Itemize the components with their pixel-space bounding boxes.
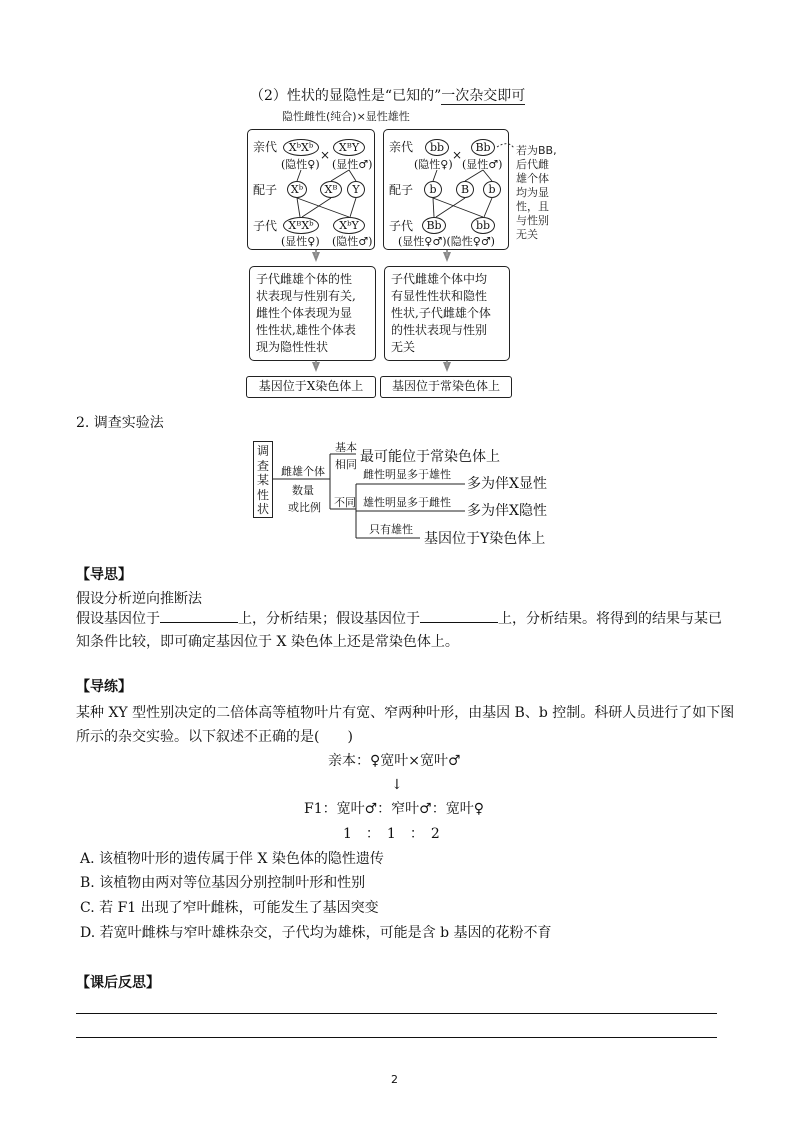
daosi-line2 xyxy=(76,608,722,629)
survey-mid-label: 雌雄个体 xyxy=(281,465,325,478)
left-offspring-male: XᵇY xyxy=(333,217,365,234)
left-conclusion-line: 雌性个体表现为显 xyxy=(256,306,353,320)
survey-diff: 不同 xyxy=(334,496,356,509)
option-a[interactable]: A. 该植物叶形的遗传属于伴 X 染色体的隐性遗传 xyxy=(80,851,384,867)
left-row-gamete: 配子 xyxy=(253,183,278,197)
right-offspring-label: (显性♀♂)(隐性♀♂) xyxy=(398,235,495,248)
annotation-side-line: 后代雌 xyxy=(516,158,549,171)
section2-title: 2. 调查实验法 xyxy=(76,415,164,431)
blank-1[interactable] xyxy=(160,608,238,623)
annotation-side-line: 均为显 xyxy=(516,186,549,199)
survey-vertical-char: 调 xyxy=(256,444,269,458)
right-gamete-3: b xyxy=(483,181,501,198)
cross-arrow: ↓ xyxy=(391,777,403,793)
figure-title-suffix: 一次杂交即可 xyxy=(441,88,526,104)
left-gamete-2: Xᴮ xyxy=(320,181,342,198)
blank-2[interactable] xyxy=(420,608,498,623)
right-conclusion-line: 有显性性状和隐性 xyxy=(391,289,488,303)
survey-lines xyxy=(0,430,793,550)
right-parent-female: bb xyxy=(425,139,449,156)
right-gamete-1: b xyxy=(424,181,442,198)
left-offspring-female-label: (显性♀) xyxy=(281,235,320,248)
left-conclusion-line: 现为隐性性状 xyxy=(256,340,329,354)
left-cross: × xyxy=(320,148,331,162)
page-number: 2 xyxy=(391,1073,398,1086)
daolian-heading: 【导练】 xyxy=(76,679,132,695)
option-c[interactable]: C. 若 F1 出现了窄叶雌株，可能发生了基因突变 xyxy=(80,900,379,916)
survey-result-4: 基因位于Y染色体上 xyxy=(424,531,546,547)
right-conclusion-line: 的性状表现与性别 xyxy=(391,323,488,337)
left-conclusion-line: 状表现与性别有关, xyxy=(256,289,356,303)
survey-cond-2: 雌性明显多于雄性 xyxy=(363,468,451,481)
daosi-heading: 【导思】 xyxy=(76,567,132,583)
annotation-side-line: 雄个体 xyxy=(516,172,549,185)
right-row-gamete: 配子 xyxy=(389,183,414,197)
option-b[interactable]: B. 该植物由两对等位基因分别控制叶形和性别 xyxy=(80,875,366,891)
left-gamete-3: Y xyxy=(347,181,365,198)
survey-result-1: 最可能位于常染色体上 xyxy=(360,449,500,465)
right-parent-male-label: (显性♂) xyxy=(462,158,503,171)
left-result: 基因位于X染色体上 xyxy=(246,376,376,398)
survey-cond-3: 雄性明显多于雌性 xyxy=(363,496,451,509)
right-conclusion-line: 性状,子代雌雄个体 xyxy=(391,306,491,320)
annotation-side-line: 与性别 xyxy=(516,214,549,227)
left-parent-male-label: (显性♂) xyxy=(332,158,373,171)
survey-vertical-char: 性 xyxy=(256,487,269,502)
left-offspring-male-label: (隐性♂) xyxy=(332,235,373,248)
survey-mid-label: 数量 xyxy=(292,484,314,497)
right-row-parent: 亲代 xyxy=(389,140,414,154)
question-line-2: 所示的杂交实验。以下叙述不正确的是( ) xyxy=(76,729,353,745)
survey-result-3: 多为伴X隐性 xyxy=(467,503,547,519)
figure-title-main: （2）性状的显隐性是“已知的” xyxy=(250,88,442,104)
daosi-line1: 假设分析逆向推断法 xyxy=(76,591,202,607)
annotation-side-line: 无关 xyxy=(516,228,538,241)
left-conclusion-line: 性性状,雄性个体表 xyxy=(256,323,356,337)
left-conclusion xyxy=(249,266,376,361)
left-gamete-1: Xᵇ xyxy=(287,181,307,198)
left-offspring-female: XᴮXᵇ xyxy=(283,217,319,234)
right-cross: × xyxy=(452,148,463,162)
daosi-line3: 知条件比较，即可确定基因位于 X 染色体上还是常染色体上。 xyxy=(76,634,459,650)
annotation-side-line: 性，且 xyxy=(516,200,549,213)
right-conclusion-line: 子代雌雄个体中均 xyxy=(391,272,488,286)
right-offspring-1: Bb xyxy=(422,217,446,234)
right-parent-male: Bb xyxy=(471,139,495,156)
left-row-offspring: 子代 xyxy=(253,219,278,233)
left-parent-male: XᴮY xyxy=(333,139,365,156)
reflection-line-1[interactable] xyxy=(76,1013,717,1014)
daosi-line2-c: 上，分析结果。将得到的结果与某已 xyxy=(498,611,722,627)
cross-f1: F1：宽叶♂：窄叶♂：宽叶♀ xyxy=(304,801,484,817)
left-conclusion-line: 子代雌雄个体的性 xyxy=(256,272,353,286)
right-result: 基因位于常染色体上 xyxy=(380,376,512,398)
annotation-top: 隐性雌性(纯合)×显性雄性 xyxy=(282,110,410,123)
annotation-side-line: 若为BB, xyxy=(516,144,557,157)
reflection-line-2[interactable] xyxy=(76,1037,717,1038)
survey-vertical-char: 状 xyxy=(256,502,269,516)
left-row-parent: 亲代 xyxy=(253,140,278,154)
right-conclusion-line: 无关 xyxy=(391,340,416,354)
question-line-1: 某种 XY 型性别决定的二倍体高等植物叶片有宽、窄两种叶形，由基因 B、b 控制。科研人员进行了如下图 xyxy=(76,705,735,721)
survey-result-2: 多为伴X显性 xyxy=(467,476,547,492)
cross-parent: 亲本：♀宽叶×宽叶♂ xyxy=(328,753,461,769)
survey-cond-4: 只有雄性 xyxy=(369,523,413,536)
right-parent-female-label: (隐性♀) xyxy=(414,158,453,171)
left-parent-female-label: (隐性♀) xyxy=(281,158,320,171)
survey-same: 相同 xyxy=(335,458,357,471)
survey-vertical-char: 查 xyxy=(256,458,269,473)
cross-ratio: 1 ： 1 ： 2 xyxy=(343,826,440,842)
reflection-heading: 【课后反思】 xyxy=(76,975,160,991)
daosi-line2-a: 假设基因位于 xyxy=(76,611,160,627)
survey-mid-label: 或比例 xyxy=(288,501,321,514)
survey-same: 基本 xyxy=(335,441,357,454)
option-d[interactable]: D. 若宽叶雌株与窄叶雄株杂交，子代均为雄株，可能是含 b 基因的花粉不育 xyxy=(80,925,552,941)
right-conclusion xyxy=(384,266,510,361)
right-row-offspring: 子代 xyxy=(389,219,414,233)
survey-vertical-char: 某 xyxy=(256,473,269,487)
right-gamete-2: B xyxy=(456,181,474,198)
right-offspring-2: bb xyxy=(471,217,495,234)
left-parent-female: XᵇXᵇ xyxy=(283,139,319,156)
daosi-line2-b: 上，分析结果；假设基因位于 xyxy=(238,611,420,627)
